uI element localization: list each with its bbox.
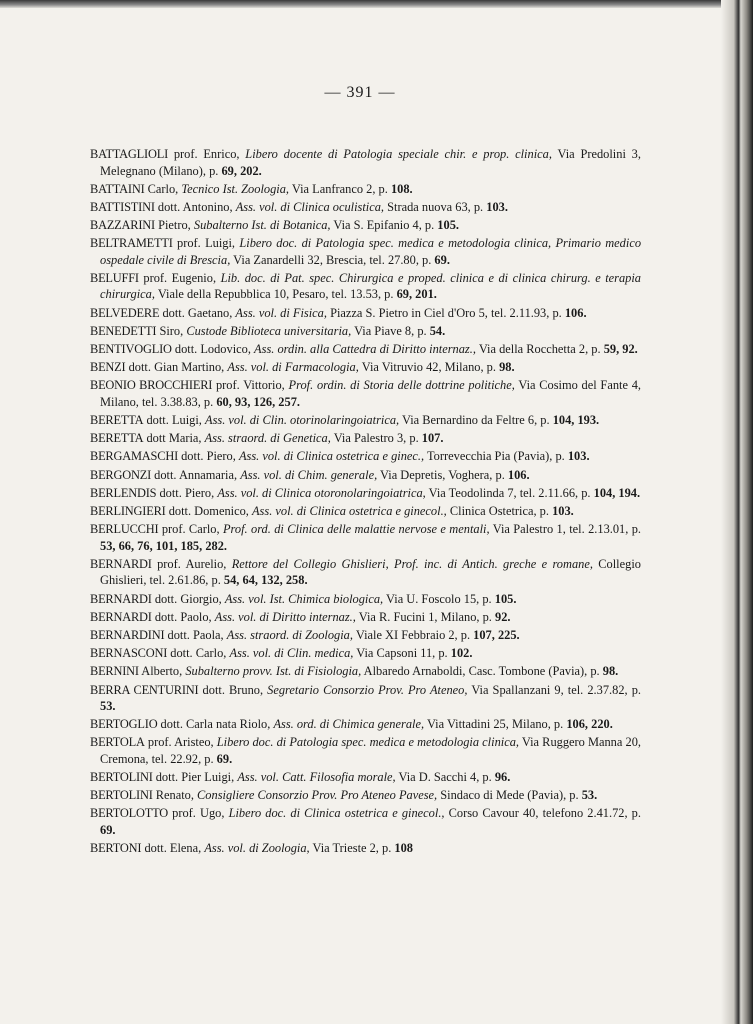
entry-pages: 69.	[100, 822, 116, 837]
entry-role: Ass. vol. Catt. Filosofia morale,	[237, 770, 396, 785]
entry-address: Torrevecchia Pia (Pavia), p.	[426, 449, 565, 464]
entry-address: Viale della Repubblica 10, Pesaro, tel. 13.53, p.	[157, 287, 394, 302]
entry-name: BENEDETTI	[90, 323, 157, 338]
entry-address: Via D. Sacchi 4, p.	[398, 770, 492, 785]
entry-address: Via Depretis, Voghera, p.	[380, 467, 505, 482]
entry-address: Via Piave 8, p.	[354, 323, 427, 338]
entry-title: dott. Carlo,	[170, 646, 227, 661]
directory-entries	[90, 146, 641, 858]
entry-address: Via Zanardelli 32, Brescia, tel. 27.80, p.	[233, 252, 432, 267]
entry-pages: 104, 193.	[552, 413, 600, 428]
directory-entry	[90, 663, 641, 680]
entry-pages: 69.	[434, 252, 450, 267]
directory-entry	[90, 146, 641, 179]
entry-role: Ass. vol. di Diritto internaz.,	[214, 609, 356, 624]
directory-entry	[90, 430, 641, 447]
entry-pages: 92.	[495, 609, 511, 624]
directory-entry	[90, 217, 641, 234]
scan-binding-edge	[721, 0, 753, 1024]
entry-pages: 106, 220.	[566, 717, 613, 732]
directory-entry	[90, 645, 641, 662]
entry-address: Corso Cavour 40, telefono 2.41.72, p.	[448, 806, 641, 821]
entry-title: dott. Pier Luigi,	[155, 770, 235, 785]
entry-name: BEONIO BROCCHIERI	[90, 378, 213, 393]
entry-name: BENZI	[90, 360, 126, 375]
entry-pages: 53.	[581, 788, 598, 803]
entry-address: Via Palestro 3, p.	[333, 431, 419, 446]
entry-role: Ass. vol. di Clin. medica,	[229, 646, 354, 661]
directory-entry	[90, 323, 641, 340]
entry-title: prof. Carlo,	[161, 522, 220, 537]
entry-pages: 105.	[437, 218, 459, 233]
entry-role: Ass. vol. Ist. Chimica biologica,	[224, 591, 384, 606]
entry-address: Via U. Foscolo 15, p.	[386, 591, 492, 606]
entry-address: Via S. Epifanio 4, p.	[333, 218, 435, 233]
entry-title: dott. Lodovico,	[174, 342, 251, 356]
entry-pages: 54.	[429, 323, 446, 338]
entry-role: Ass. vol. di Clinica otoronolaringoiatrica,	[217, 485, 426, 500]
entry-role: Prof. ord. di Clinica delle malattie nervose e mentali,	[222, 522, 490, 537]
entry-name: BAZZARINI	[90, 218, 155, 233]
entry-role: Ass. straord. di Zoologia,	[226, 627, 353, 642]
directory-entry	[90, 305, 641, 322]
entry-title: dott. Giorgio,	[154, 591, 222, 606]
entry-name: BERTOGLIO	[90, 717, 158, 732]
directory-entry	[90, 341, 641, 358]
entry-title: prof. Vittorio,	[215, 378, 285, 393]
entry-name: BELTRAMETTI	[90, 236, 173, 251]
entry-address: Via Teodolinda 7, tel. 2.11.66, p.	[428, 485, 591, 500]
entry-role: Libero docente di Patologia speciale chir. e prop. clinica,	[245, 147, 552, 161]
entry-address: Via Vitruvio 42, Milano, p.	[361, 360, 496, 375]
directory-entry	[90, 591, 641, 608]
entry-title: Alberto,	[141, 664, 183, 679]
entry-name: BERNARDI	[90, 609, 152, 624]
entry-pages: 107.	[421, 431, 444, 446]
directory-entry	[90, 769, 641, 786]
entry-title: dott. Gaetano,	[162, 305, 233, 320]
directory-entry	[90, 556, 641, 589]
entry-name: BERETTA	[90, 413, 144, 428]
entry-name: BERGAMASCHI	[90, 449, 178, 464]
entry-address: Sindaco di Mede (Pavia), p.	[440, 788, 579, 803]
directory-entry	[90, 716, 641, 733]
entry-name: BERTONI	[90, 841, 142, 856]
entry-address: Strada nuova 63, p.	[387, 199, 484, 214]
entry-role: Libero doc. di Patologia spec. medica e metodologia clinica,	[216, 735, 519, 750]
entry-title: dott Maria,	[146, 431, 202, 446]
entry-name: BATTAGLIOLI	[90, 147, 169, 161]
directory-entry	[90, 235, 641, 268]
entry-role: Libero doc. di Clinica ostetrica e ginecol.,	[228, 806, 445, 821]
entry-address: Piazza S. Pietro in Ciel d'Oro 5, tel. 2.11.93, p.	[330, 305, 562, 320]
directory-entry	[90, 787, 641, 804]
entry-name: BATTAINI	[90, 181, 145, 196]
entry-role: Ass. ordin. alla Cattedra di Diritto internaz.,	[254, 342, 476, 356]
entry-address: Via Trieste 2, p.	[312, 841, 392, 856]
entry-address: Via Capsoni 11, p.	[356, 646, 448, 661]
entry-name: BERRA CENTURINI	[90, 682, 199, 697]
entry-name: BERTOLINI	[90, 770, 153, 785]
entry-pages: 98.	[602, 664, 619, 679]
entry-name: BERLUCCHI	[90, 522, 159, 537]
entry-name: BELVEDERE	[90, 305, 160, 320]
entry-name: BERGONZI	[90, 467, 152, 482]
entry-role: Ass. vol. di Clinica oculistica,	[235, 199, 385, 214]
entry-name: BERLINGIERI	[90, 504, 166, 518]
entry-role: Ass. vol. di Chim. generale,	[240, 467, 378, 482]
entry-title: prof. Eugenio,	[143, 270, 217, 285]
entry-address: Viale XI Febbraio 2, p.	[355, 627, 471, 642]
entry-address: Via Lanfranco 2, p.	[291, 181, 388, 196]
entry-address: Albaredo Arnaboldi, Casc. Tombone (Pavia), p.	[363, 664, 600, 679]
entry-title: prof. Ugo,	[172, 806, 225, 821]
entry-role: Lib. doc. di Pat. spec. Chirurgica e proped. clinica e di clinica chirurg. e terapia chirurgica,	[100, 270, 641, 302]
entry-role: Ass. vol. di Farmacologia,	[227, 360, 359, 375]
entry-address: Collegio Ghislieri, tel. 2.61.86, p.	[100, 556, 641, 588]
entry-name: BENTIVOGLIO	[90, 342, 172, 356]
entry-address: Via Ruggero Manna 20, Cremona, tel. 22.92, p.	[100, 735, 641, 766]
entry-name: BELUFFI	[90, 270, 139, 285]
directory-entry	[90, 521, 641, 554]
directory-entry	[90, 627, 641, 644]
entry-title: dott. Domenico,	[168, 504, 249, 518]
directory-entry	[90, 805, 641, 838]
entry-name: BERNARDI	[90, 556, 152, 571]
entry-name: BERTOLA	[90, 735, 145, 750]
entry-title: prof. Aristeo,	[147, 735, 214, 750]
entry-title: dott. Piero,	[159, 485, 215, 500]
entry-pages: 107, 225.	[473, 627, 520, 642]
entry-role: Ass. ord. di Chimica generale,	[273, 717, 425, 732]
entry-title: dott. Paola,	[167, 627, 224, 642]
directory-entry	[90, 359, 641, 376]
entry-pages: 96.	[494, 770, 511, 785]
entry-pages: 59, 92.	[603, 342, 638, 356]
entry-pages: 108.	[390, 181, 413, 196]
entry-role: Libero doc. di Patologia spec. medica e metodologia clinica, Primario medico ospedale civile di Brescia,	[100, 236, 642, 267]
entry-pages: 106.	[564, 305, 587, 320]
directory-entry	[90, 840, 641, 857]
entry-address: Via Vittadini 25, Milano, p.	[426, 717, 564, 732]
page-number: — 391 —	[324, 84, 396, 101]
entry-title: prof. Luigi,	[177, 236, 236, 251]
directory-entry	[90, 503, 641, 520]
directory-entry	[90, 377, 641, 410]
entry-role: Rettore del Collegio Ghislieri, Prof. inc. di Antich. greche e romane,	[231, 556, 593, 571]
entry-role: Prof. ordin. di Storia delle dottrine politiche,	[288, 378, 515, 393]
entry-pages: 60, 93, 126, 257.	[216, 394, 300, 409]
entry-title: prof. Aurelio,	[157, 556, 227, 571]
entry-pages: 103.	[486, 199, 508, 214]
entry-pages: 103.	[552, 504, 574, 518]
entry-address: Clinica Ostetrica, p.	[449, 504, 549, 518]
entry-name: BERLENDIS	[90, 485, 157, 500]
directory-entry	[90, 270, 641, 303]
directory-entry	[90, 485, 641, 502]
entry-title: Siro,	[159, 323, 184, 338]
entry-role: Consigliere Consorzio Prov. Pro Ateneo Pavese,	[197, 788, 438, 803]
directory-entry	[90, 734, 641, 767]
entry-title: dott. Annamaria,	[154, 467, 238, 482]
entry-role: Subalterno provv. Ist. di Fisiologia,	[185, 664, 362, 679]
entry-pages: 53.	[100, 699, 116, 713]
entry-role: Ass. vol. di Clinica ostetrica e ginecol.,	[251, 504, 447, 518]
entry-pages: 105.	[494, 591, 517, 606]
entry-role: Custode Biblioteca universitaria,	[186, 323, 352, 338]
entry-title: dott. Piero,	[181, 449, 236, 464]
entry-name: BERTOLINI	[90, 788, 153, 803]
entry-pages: 104, 194.	[593, 485, 641, 500]
entry-address: Via Spallanzani 9, tel. 2.37.82, p.	[471, 682, 641, 697]
directory-entry	[90, 181, 641, 198]
entry-role: Ass. straord. di Genetica,	[204, 431, 331, 446]
entry-role: Ass. vol. di Clin. otorinolaringoiatrica,	[205, 413, 400, 428]
entry-name: BERNARDI	[90, 591, 152, 606]
entry-name: BERNASCONI	[90, 646, 168, 661]
entry-name: BATTISTINI	[90, 199, 155, 214]
entry-title: Renato,	[155, 788, 194, 803]
entry-pages: 103.	[567, 449, 590, 464]
entry-pages: 98.	[499, 360, 515, 375]
directory-entry	[90, 609, 641, 626]
entry-title: dott. Elena,	[144, 841, 202, 856]
entry-pages: 102.	[450, 646, 473, 661]
entry-pages: 106.	[507, 467, 530, 482]
entry-pages: 69.	[216, 751, 233, 766]
directory-entry	[90, 199, 641, 216]
entry-address: Via Bernardino da Feltre 6, p.	[402, 413, 550, 428]
entry-pages: 108	[394, 841, 413, 856]
entry-title: dott. Luigi,	[146, 413, 202, 428]
entry-role: Tecnico Ist. Zoologia,	[181, 181, 290, 196]
entry-title: prof. Enrico,	[173, 147, 240, 161]
entry-role: Segretario Consorzio Prov. Pro Ateneo,	[267, 682, 468, 697]
entry-role: Ass. vol. di Clinica ostetrica e ginec.,	[238, 449, 425, 464]
directory-entry	[90, 412, 641, 429]
entry-pages: 54, 64, 132, 258.	[223, 573, 308, 588]
directory-entry	[90, 467, 641, 484]
directory-entry	[90, 682, 641, 715]
entry-role: Subalterno Ist. di Botanica,	[193, 218, 331, 233]
entry-name: BERNINI	[90, 664, 139, 679]
entry-address: Via R. Fucini 1, Milano, p.	[358, 609, 492, 624]
entry-title: dott. Gian Martino,	[128, 360, 225, 375]
entry-address: Via Predolini 3, Melegnano (Milano), p.	[100, 147, 641, 178]
directory-entry	[90, 448, 641, 465]
entry-address: Via Cosimo del Fante 4, Milano, tel. 3.38.83, p.	[100, 378, 641, 409]
entry-pages: 69, 202.	[221, 163, 262, 178]
entry-title: Pietro,	[158, 218, 191, 233]
entry-pages: 69, 201.	[396, 287, 437, 302]
entry-title: dott. Bruno,	[202, 682, 264, 697]
entry-name: BERETTA	[90, 431, 144, 446]
entry-address: Via della Rocchetta 2, p.	[478, 342, 601, 356]
entry-title: dott. Antonino,	[157, 199, 233, 214]
entry-pages: 53, 66, 76, 101, 185, 282.	[100, 538, 228, 553]
entry-name: BERTOLOTTO	[90, 806, 169, 821]
entry-name: BERNARDINI	[90, 627, 165, 642]
entry-title: Carlo,	[147, 181, 179, 196]
entry-title: dott. Carla nata Riolo,	[160, 717, 271, 732]
entry-role: Ass. vol. di Zoologia,	[204, 841, 310, 856]
entry-title: dott. Paolo,	[154, 609, 212, 624]
entry-address: Via Palestro 1, tel. 2.13.01, p.	[492, 522, 642, 537]
entry-role: Ass. vol. di Fisica,	[235, 305, 327, 320]
